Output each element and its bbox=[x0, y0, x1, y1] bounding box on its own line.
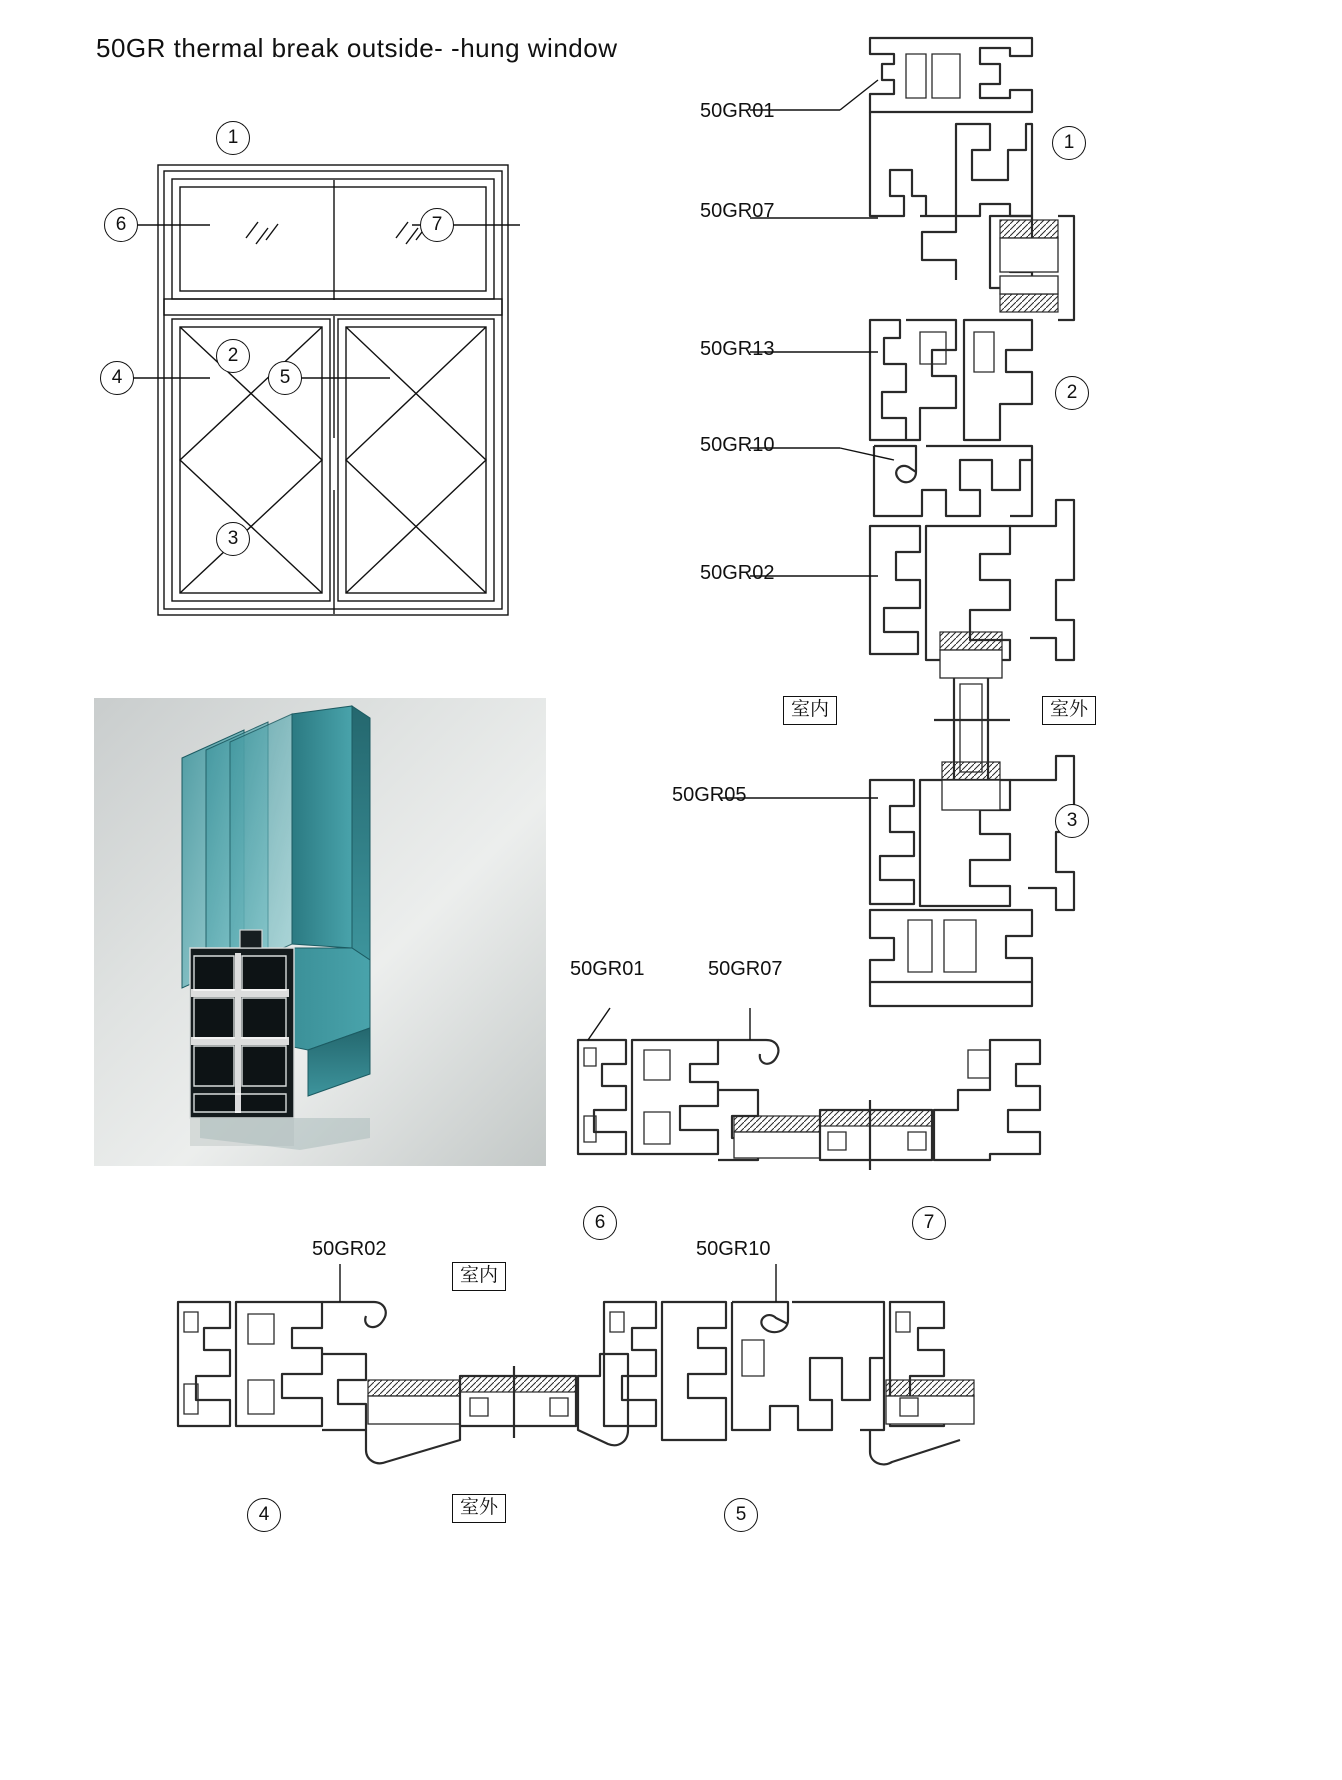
elevation-marker-3 bbox=[216, 522, 250, 556]
section-marker-5 bbox=[724, 1498, 758, 1532]
page-title: 50GR thermal break outside- -hung window bbox=[96, 33, 618, 63]
callout-50gr02-right: 50GR02 bbox=[700, 562, 775, 584]
marker-label: 7 bbox=[923, 1212, 935, 1233]
marker-label: 3 bbox=[227, 528, 239, 549]
callout-50gr07-top: 50GR07 bbox=[700, 200, 775, 222]
marker-label: 5 bbox=[735, 1504, 747, 1525]
section-4-5-detail bbox=[170, 1280, 980, 1480]
marker-label: 3 bbox=[1066, 810, 1078, 831]
section-marker-6 bbox=[583, 1206, 617, 1240]
marker-label: 7 bbox=[431, 214, 443, 235]
callout-50gr13: 50GR13 bbox=[700, 338, 775, 360]
elevation-marker-4 bbox=[100, 361, 134, 395]
marker-label: 2 bbox=[1066, 382, 1078, 403]
elevation-marker-6 bbox=[104, 208, 138, 242]
interior-label-bottom: 室内 bbox=[452, 1262, 506, 1291]
marker-label: 6 bbox=[594, 1212, 606, 1233]
section-marker-3 bbox=[1055, 804, 1089, 838]
callout-50gr10-bottom: 50GR10 bbox=[696, 1238, 771, 1260]
right-section-group bbox=[860, 20, 1340, 1030]
corner-render-3d bbox=[94, 698, 546, 1166]
marker-label: 2 bbox=[227, 345, 239, 366]
section-marker-1 bbox=[1052, 126, 1086, 160]
interior-label-right: 室内 bbox=[783, 696, 837, 725]
callout-50gr07-mid: 50GR07 bbox=[708, 958, 783, 980]
elevation-marker-2 bbox=[216, 339, 250, 373]
callout-50gr01-top: 50GR01 bbox=[700, 100, 775, 122]
callout-50gr02-bottom: 50GR02 bbox=[312, 1238, 387, 1260]
elevation-marker-5 bbox=[268, 361, 302, 395]
exterior-label-bottom: 室外 bbox=[452, 1494, 506, 1523]
marker-label: 1 bbox=[1063, 132, 1075, 153]
section-marker-2 bbox=[1055, 376, 1089, 410]
exterior-label-right: 室外 bbox=[1042, 696, 1096, 725]
elevation-marker-7 bbox=[420, 208, 454, 242]
marker-label: 4 bbox=[111, 367, 123, 388]
callout-50gr10-right: 50GR10 bbox=[700, 434, 775, 456]
elevation-marker-1 bbox=[216, 121, 250, 155]
callout-50gr05: 50GR05 bbox=[672, 784, 747, 806]
marker-label: 6 bbox=[115, 214, 127, 235]
section-6-detail bbox=[570, 1020, 1050, 1190]
callout-50gr01-mid: 50GR01 bbox=[570, 958, 645, 980]
marker-label: 5 bbox=[279, 367, 291, 388]
marker-label: 4 bbox=[258, 1504, 270, 1525]
section-marker-4 bbox=[247, 1498, 281, 1532]
marker-label: 1 bbox=[227, 127, 239, 148]
window-elevation bbox=[100, 120, 620, 640]
section-marker-7 bbox=[912, 1206, 946, 1240]
